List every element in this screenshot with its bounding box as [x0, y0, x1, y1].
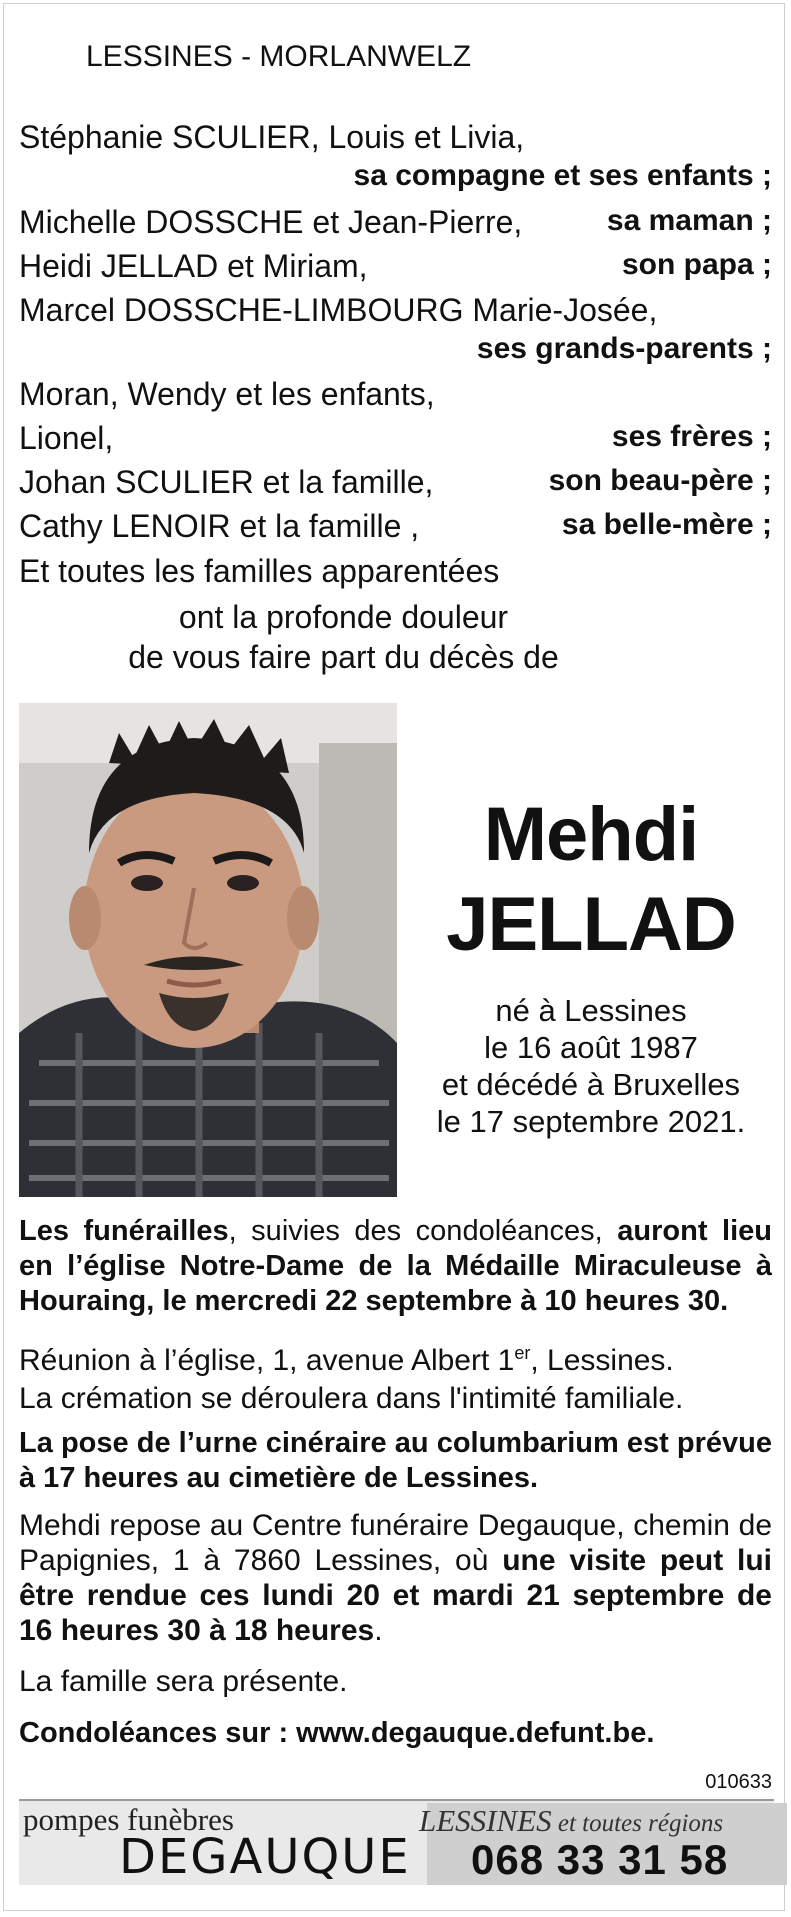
- birth-place: né à Lessines: [495, 993, 687, 1028]
- deceased-first-name: Mehdi: [483, 792, 699, 877]
- birth-date: le 16 août 1987: [484, 1030, 698, 1065]
- funeral-label: Les funérailles: [19, 1215, 229, 1247]
- death-date: le 17 septembre 2021.: [436, 1104, 746, 1139]
- meeting-sup: er: [514, 1343, 531, 1363]
- family-names-1: Stéphanie SCULIER, Louis et Livia,: [19, 119, 525, 155]
- funeral-home-banner: [19, 1799, 774, 1885]
- reference-number: 010633: [705, 1771, 772, 1793]
- funeral-text: , suivies des condoléances,: [228, 1215, 618, 1247]
- family-names-7: Johan SCULIER et la famille,: [19, 464, 434, 500]
- portrait-photo: [19, 703, 397, 1197]
- brand-tagline: pompes funèbres: [23, 1802, 234, 1837]
- meeting-tail: , Lessines.: [530, 1344, 674, 1377]
- announce-line-1: ont la profonde douleur: [178, 599, 509, 635]
- location-header: LESSINES - MORLANWELZ: [86, 40, 472, 73]
- meeting-paragraph: [19, 1336, 772, 1378]
- visit-tail: .: [374, 1614, 383, 1647]
- family-names-8: Cathy LENOIR et la famille ,: [19, 508, 420, 544]
- family-present-paragraph: La famille sera présente.: [19, 1665, 348, 1698]
- family-relation-7: son beau-père ;: [548, 464, 772, 497]
- visit-paragraph: [19, 1508, 772, 1648]
- visit-hours: une visite peut lui être rendue ces lundi 20 et mardi 21 septembre de 16 heures 30 à 18 heures: [19, 1544, 772, 1647]
- family-names-6: Lionel,: [19, 420, 114, 456]
- region-rest: et toutes régions: [551, 1810, 724, 1837]
- family-names-9: Et toutes les familles apparentées: [19, 553, 500, 589]
- announce-line-2: de vous faire part du décès de: [128, 639, 559, 675]
- family-names-5: Moran, Wendy et les enfants,: [19, 376, 435, 412]
- family-names-3: Heidi JELLAD et Miriam,: [19, 248, 368, 284]
- brand-name: DEGAUQUE: [119, 1829, 411, 1885]
- deceased-last-name: JELLAD: [446, 882, 736, 967]
- family-relation-8: sa belle-mère ;: [561, 508, 772, 541]
- region-city: LESSINES: [419, 1803, 552, 1838]
- death-place: et décédé à Bruxelles: [441, 1067, 741, 1102]
- family-relation-2: sa maman ;: [606, 204, 772, 237]
- meeting-text: Réunion à l’église, 1, avenue Albert 1: [19, 1344, 515, 1377]
- family-names-2: Michelle DOSSCHE et Jean-Pierre,: [19, 204, 523, 240]
- family-relation-6: ses frères ;: [611, 420, 772, 453]
- funeral-location: auront lieu en l’église Notre-Dame de la Médaille Miraculeuse à Houraing, le mercredi 22 septembre à 10 heures 30.: [19, 1215, 772, 1317]
- condolences-paragraph: Condoléances sur : www.degauque.defunt.be.: [19, 1717, 655, 1749]
- visit-text: Mehdi repose au Centre funéraire Degauque, chemin de Papignies, 1 à 7860 Lessines, où: [19, 1509, 772, 1577]
- family-relation-1: sa compagne et ses enfants ;: [353, 159, 772, 192]
- family-relation-3: son papa ;: [621, 248, 772, 281]
- family-names-4: Marcel DOSSCHE-LIMBOURG Marie-Josée,: [19, 292, 658, 328]
- cremation-paragraph: La crémation se déroulera dans l'intimité familiale.: [19, 1382, 684, 1415]
- phone-number: 068 33 31 58: [471, 1836, 729, 1883]
- funeral-paragraph: [19, 1214, 772, 1319]
- urn-paragraph: La pose de l’urne cinéraire au columbarium est prévue à 17 heures au cimetière de Lessines.: [19, 1427, 772, 1494]
- family-relation-4: ses grands-parents ;: [476, 332, 772, 365]
